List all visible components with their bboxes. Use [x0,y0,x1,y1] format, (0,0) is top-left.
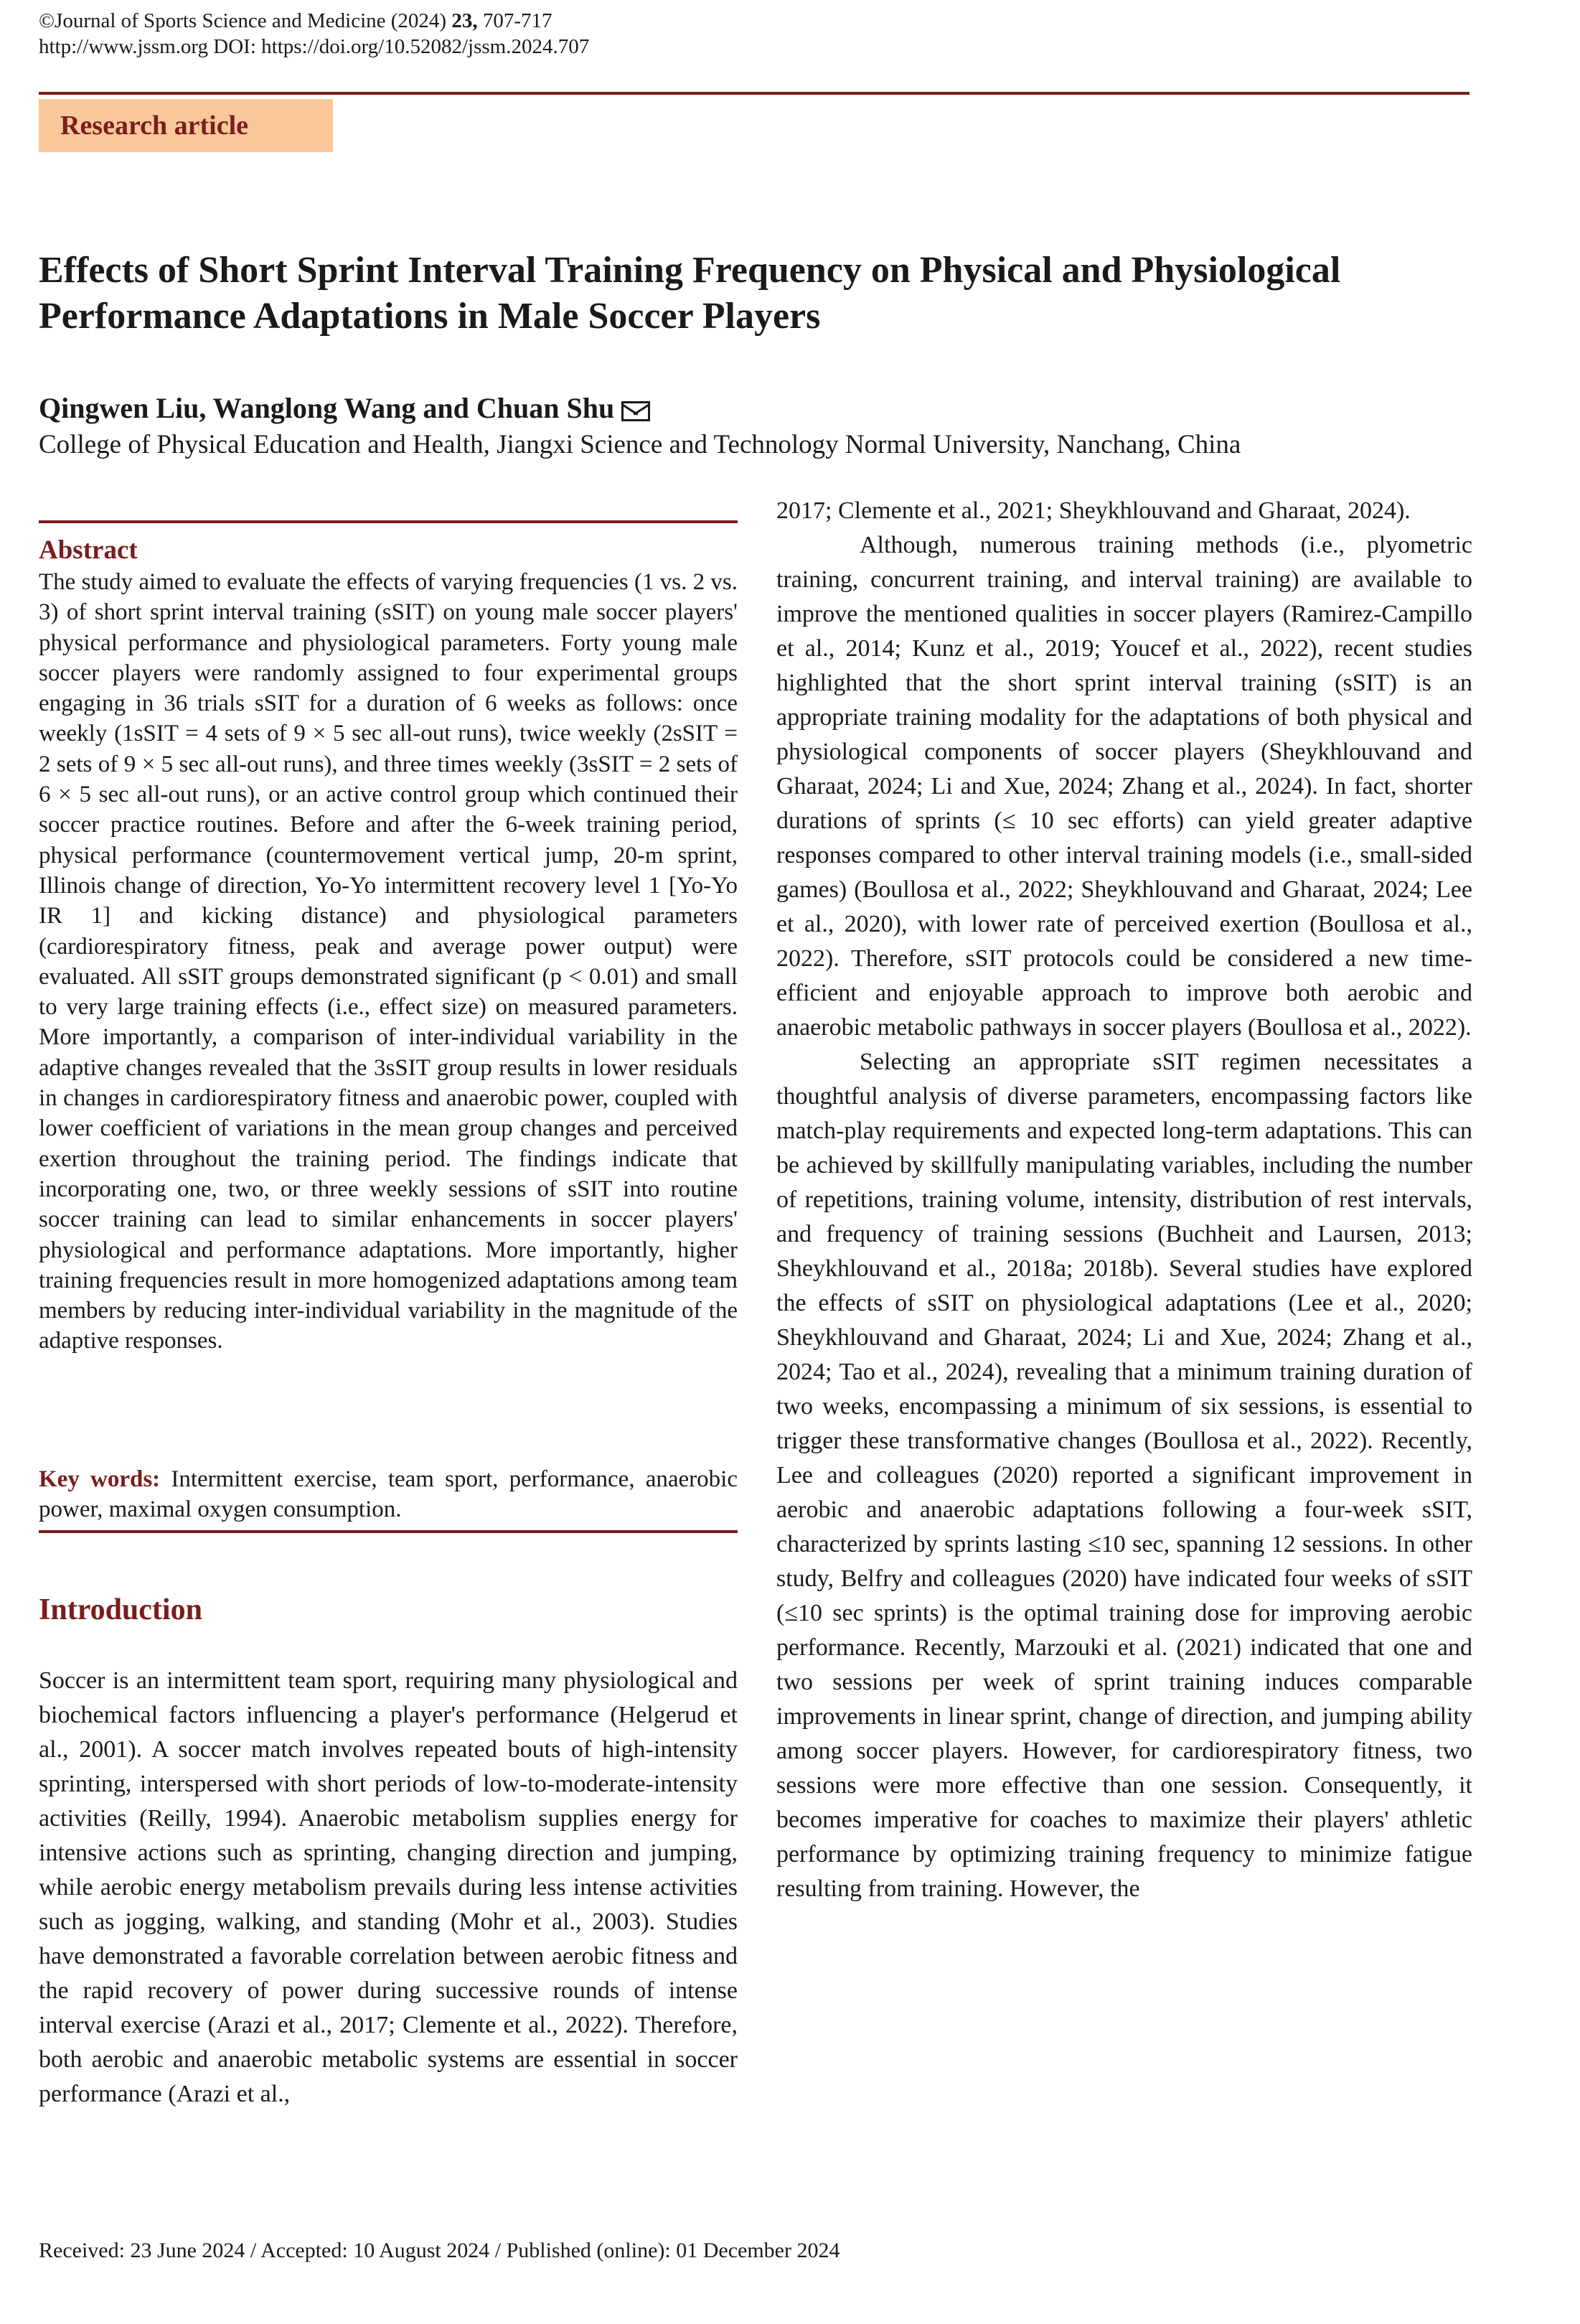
journal-volume: 23, [451,9,478,32]
article-type-badge [39,99,333,152]
affiliation: College of Physical Education and Health, Jiangxi Science and Technology Normal University, Nanchang, China [39,430,1241,459]
article-dates: Received: 23 June 2024 / Accepted: 10 August 2024 / Published (online): 01 December 2024 [39,2239,840,2262]
keywords-label: Key words: [39,1466,161,1492]
header-divider [39,92,1470,95]
keywords-text: Intermittent exercise, team sport, performance, anaerobic power, maximal oxygen consumption. [39,1466,738,1522]
introduction-heading: Introduction [39,1593,202,1626]
journal-name: ©Journal of Sports Science and Medicine (2024) [39,9,452,32]
journal-pages: 707-717 [477,9,552,32]
journal-doi-line[interactable]: http://www.jssm.org DOI: https://doi.org/10.52082/jssm.2024.707 [39,35,590,58]
introduction-text: Soccer is an intermittent team sport, requiring many physiological and biochemical factors influencing a player's performance (Helgerud et al., 2001). A soccer match involves repeated bouts of high-intensity sprinting, interspersed with short periods of low-to-moderate-intensity activities (Reilly, 1994). Anaerobic metabolism supplies energy for intensive actions such as sprinting, changing direction and jumping, while aerobic energy metabolism prevails during less intense activities such as jogging, walking, and standing (Mohr et al., 2003). Studies have demonstrated a favorable correlation between aerobic fitness and the rapid recovery of power during successive rounds of intense interval exercise (Arazi et al., 2017; Clemente et al., 2022). Therefore, both aerobic and anaerobic metabolic systems are essential in soccer performance (Arazi et al., [39,1667,738,2107]
keywords [39,1464,738,1524]
right-paragraph-1: 2017; Clemente et al., 2021; Sheykhlouvand and Gharaat, 2024). [776,497,1411,524]
abstract-top-rule [39,520,738,523]
abstract-bottom-rule [39,1530,738,1533]
right-paragraph-2: Although, numerous training methods (i.e., plyometric training, concurrent training, and interval training) are available to improve the mentioned qualities in soccer players (Ramirez-Campillo et al., 2014; Kunz et al., 2019; Youcef et al., 2022), recent studies highlighted that the short sprint interval training (sSIT) is an appropriate training modality for the adaptations of both physical and physiological components of soccer players (Sheykhlouvand and Gharaat, 2024; Li and Xue, 2024; Zhang et al., 2024). In fact, shorter durations of sprints (≤ 10 sec efforts) can yield greater adaptive responses compared to other interval training models (i.e., small-sided games) (Boullosa et al., 2022; Sheykhlouvand and Gharaat, 2024; Lee et al., 2020), with lower rate of perceived exertion (Boullosa et al., 2022). Therefore, sSIT protocols could be considered a new time-efficient and enjoyable approach to improve both aerobic and anaerobic metabolic pathways in soccer players (Boullosa et al., 2022). [776,532,1472,1041]
author-names: Qingwen Liu, Wanglong Wang and Chuan Shu [39,392,615,424]
article-type-label: Research article [60,111,249,141]
article-title: Effects of Short Sprint Interval Training Frequency on Physical and Physiological Performance Adaptations in Male Soccer Players [39,250,1341,337]
right-paragraph-3: Selecting an appropriate sSIT regimen necessitates a thoughtful analysis of diverse parameters, encompassing factors like match-play requirements and expected long-term adaptations. This can be achieved by skillfully manipulating variables, including the number of repetitions, training volume, intensity, distribution of rest intervals, and frequency of training sessions (Buchheit and Laursen, 2013; Sheykhlouvand et al., 2018a; 2018b). Several studies have explored the effects of sSIT on physiological adaptations (Lee et al., 2020; Sheykhlouvand and Gharaat, 2024; Li and Xue, 2024; Zhang et al., 2024; Tao et al., 2024), revealing that a minimum training duration of two weeks, encompassing a minimum of six sessions, is essential to trigger these transformative changes (Boullosa et al., 2022). Recently, Lee and colleagues (2020) reported a significant improvement in aerobic and anaerobic adaptations following a four-week sSIT, characterized by sprints lasting ≤10 sec, spanning 12 sessions. In other study, Belfry and colleagues (2020) have indicated four weeks of sSIT (≤10 sec sprints) is the optimal training dose for improving aerobic performance. Recently, Marzouki et al. (2021) indicated that one and two sessions per week of sprint training induces comparable improvements in linear sprint, change of direction, and jumping ability among soccer players. However, for cardiorespiratory fitness, two sessions were more effective than one session. Consequently, it becomes imperative for coaches to maximize their players' athletic performance by optimizing training frequency to minimize fatigue resulting from training. However, the [776,1049,1472,1902]
abstract-text: The study aimed to evaluate the effects of varying frequencies (1 vs. 2 vs. 3) of short sprint interval training (sSIT) on young male soccer players' physical performance and physiological parameters. Forty young male soccer players were randomly assigned to four experimental groups engaging in 36 trials sSIT for a duration of 6 weeks as follows: once weekly (1sSIT = 4 sets of 9 × 5 sec all-out runs), twice weekly (2sSIT = 2 sets of 9 × 5 sec all-out runs), and three times weekly (3sSIT = 2 sets of 6 × 5 sec all-out runs), or an active control group which continued their soccer practice routines. Before and after the 6-week training period, physical performance (countermovement vertical jump, 20-m sprint, Illinois change of direction, Yo-Yo intermittent recovery level 1 [Yo-Yo IR 1] and kicking distance) and physiological parameters (cardiorespiratory fitness, peak and average power output) were evaluated. All sSIT groups demonstrated significant (p < 0.01) and small to very large training effects (i.e., effect size) on measured parameters. More importantly, a comparison of inter-individual variability in the adaptive changes revealed that the 3sSIT group results in lower residuals in changes in cardiorespiratory fitness and anaerobic power, coupled with lower coefficient of variations in the mean group changes and perceived exertion throughout the training period. The findings indicate that incorporating one, two, or three weekly sessions of sSIT into routine soccer training can lead to similar enhancements in soccer players' physiological and performance adaptations. More importantly, higher training frequencies result in more homogenized adaptations among team members by reducing inter-individual variability in the magnitude of the adaptive responses. [39,569,738,1354]
envelope-icon[interactable] [621,401,650,421]
abstract-heading: Abstract [39,535,138,565]
author-list [39,391,650,426]
journal-citation [39,9,552,33]
right-column [776,494,1472,1906]
